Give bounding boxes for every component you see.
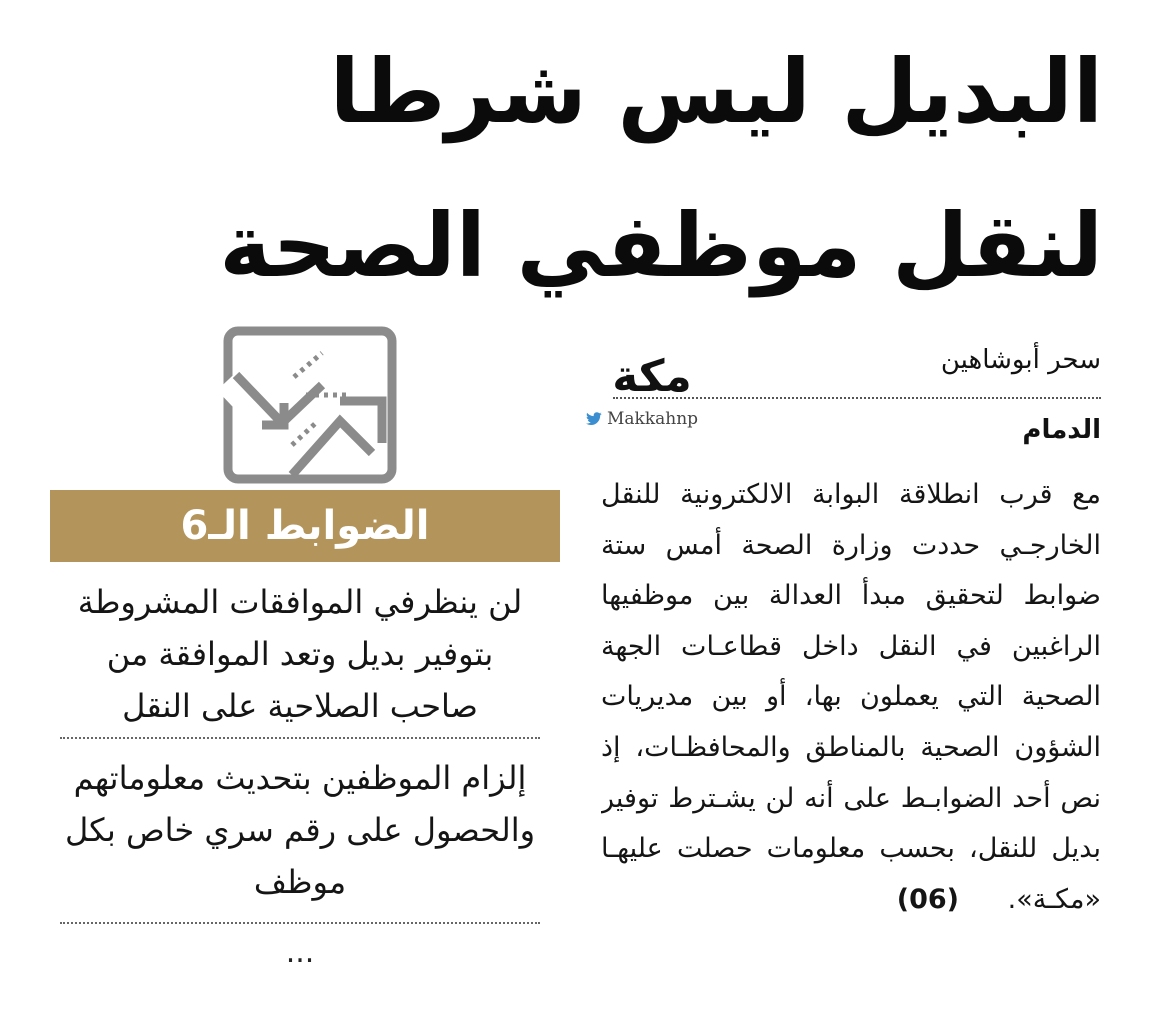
rules-banner	[50, 490, 560, 562]
makkah-logo	[585, 350, 720, 435]
rule-item-2: إلزام الموظفين بتحديث معلوماتهم والحصول على رقم سري خاص بكل موظف	[64, 759, 536, 901]
rules-banner-title: الضوابط الـ6	[180, 503, 430, 549]
logo-twitter-handle	[585, 408, 720, 430]
transfer-arrows-icon	[222, 325, 398, 485]
more-rules-ellipsis: ...	[285, 935, 315, 970]
rule-divider	[60, 737, 540, 739]
rule-divider	[60, 922, 540, 924]
article-body-text: مع قرب انطلاقة البوابة الالكترونية للنقل الخارجـي حددت وزارة الصحة أمس ستة ضوابط لتحقيق مبدأ العدالة بين موظفيها الراغبين في النقل داخل قطاعـات الجهة الصحية التي يعملون بها، أو بين مديريات الشؤون الصحية بالمناطق والمحافظـات، إذ نص أحد الضوابـط على أنه لن يشـترط توفير بديل للنقل، بحسب معلومات حصلت عليهـا «مكـة».	[601, 479, 1101, 915]
handle-text: Makkahnp	[607, 409, 699, 429]
headline-line-2: لنقل موظفي الصحة	[219, 194, 1103, 297]
logo-wordmark: مكة	[612, 351, 692, 402]
dateline-city: الدمام	[1022, 415, 1101, 445]
rule-item-1: لن ينظرفي الموافقات المشروطة بتوفير بديل وتعد الموافقة من صاحب الصلاحية على النقل	[77, 583, 523, 725]
article-body	[601, 470, 1101, 990]
author-name: سحر أبوشاهين	[940, 345, 1101, 375]
page-reference: (06)	[896, 883, 960, 915]
headline-line-1: البديل ليس شرطا	[329, 40, 1103, 143]
twitter-bird-icon	[585, 412, 603, 426]
